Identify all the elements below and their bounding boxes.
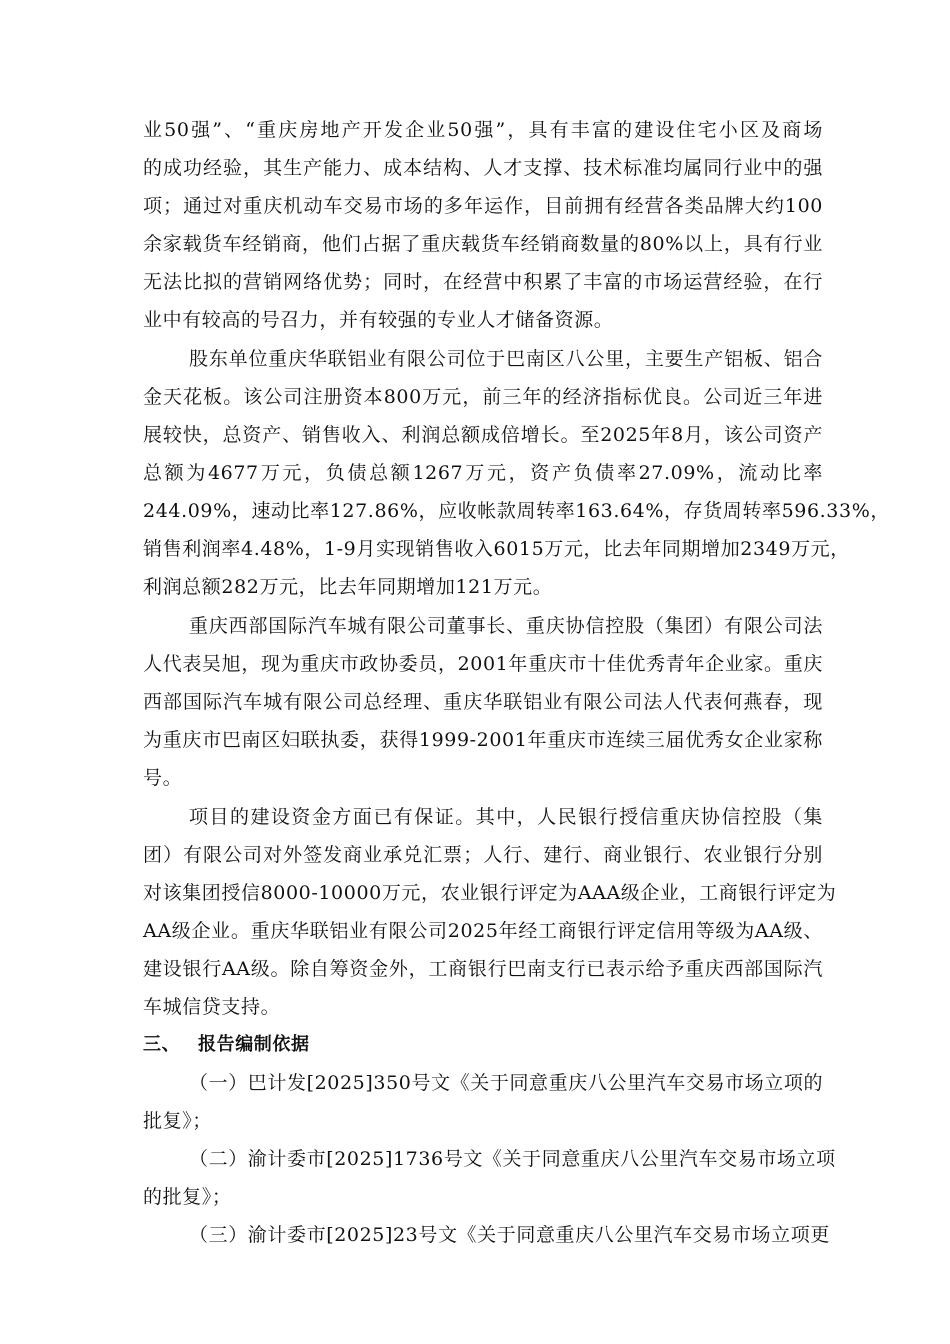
text-line: 对该集团授信8000-10000万元，农业银行评定为AAA级企业，工商银行评定为	[143, 882, 837, 904]
basis-item-line: 批复》；	[143, 1110, 212, 1132]
text-line: 建设银行AA级。除自筹资金外，工商银行巴南支行已表示给予重庆西部国际汽	[143, 958, 823, 980]
text-line: 项；通过对重庆机动车交易市场的多年运作，目前拥有经营各类品牌大约100	[143, 195, 823, 217]
text-line: 的成功经验，其生产能力、成本结构、人才支撑、技术标准均属同行业中的强	[143, 157, 823, 179]
text-line: 团）有限公司对外签发商业承兑汇票；人行、建行、商业银行、农业银行分别	[143, 844, 823, 866]
section-title: 报告编制依据	[198, 1034, 310, 1055]
text-line: 余家载货车经销商，他们占据了重庆载货车经销商数量的80%以上，具有行业	[143, 233, 823, 255]
text-line: 业中有较高的号召力，并有较强的专业人才储备资源。	[143, 309, 614, 331]
text-line: 人代表吴旭，现为重庆市政协委员，2001年重庆市十佳优秀青年企业家。重庆	[143, 653, 823, 675]
basis-item-line: 的批复》；	[143, 1186, 232, 1208]
basis-item-line: （三）渝计委市[2025]23号文《关于同意重庆八公里汽车交易市场立项更	[189, 1224, 830, 1246]
text-line: 项目的建设资金方面已有保证。其中，人民银行授信重庆协信控股（集	[189, 806, 823, 828]
text-line: 股东单位重庆华联铝业有限公司位于巴南区八公里，主要生产铝板、铝合	[189, 348, 823, 370]
text-line: 244.09%，速动比率127.86%，应收帐款周转率163.64%，存货周转率596.33%，	[143, 500, 890, 522]
text-line: 业50强”、“重庆房地产开发企业50强”，具有丰富的建设住宅小区及商场	[143, 119, 823, 141]
text-line: 销售利润率4.48%，1-9月实现销售收入6015万元，比去年同期增加2349万元，	[143, 538, 850, 560]
text-line: 展较快，总资产、销售收入、利润总额成倍增长。至2025年8月，该公司资产	[143, 424, 823, 446]
text-line: 利润总额282万元，比去年同期增加121万元。	[143, 576, 553, 598]
text-line: 为重庆市巴南区妇联执委，获得1999-2001年重庆市连续三届优秀女企业家称	[143, 729, 823, 751]
section-heading	[143, 1026, 823, 1064]
text-line: 总额为4677万元，负债总额1267万元，资产负债率27.09%，流动比率	[143, 462, 823, 484]
basis-item-line: （二）渝计委市[2025]1736号文《关于同意重庆八公里汽车交易市场立项	[189, 1148, 836, 1170]
basis-item-line: （一）巴计发[2025]350号文《关于同意重庆八公里汽车交易市场立项的	[189, 1072, 824, 1094]
text-line: 西部国际汽车城有限公司总经理、重庆华联铝业有限公司法人代表何燕春，现	[143, 691, 823, 713]
text-line: 车城信贷支持。	[143, 996, 281, 1018]
text-line: 号。	[143, 767, 183, 789]
text-line: 金天花板。该公司注册资本800万元，前三年的经济指标优良。公司近三年进	[143, 386, 823, 408]
section-number: 三、	[143, 1034, 181, 1055]
text-line: AA级企业。重庆华联铝业有限公司2025年经工商银行评定信用等级为AA级、	[143, 920, 823, 942]
text-line: 无法比拟的营销网络优势；同时，在经营中积累了丰富的市场运营经验，在行	[143, 271, 823, 293]
text-line: 重庆西部国际汽车城有限公司董事长、重庆协信控股（集团）有限公司法	[189, 615, 823, 637]
